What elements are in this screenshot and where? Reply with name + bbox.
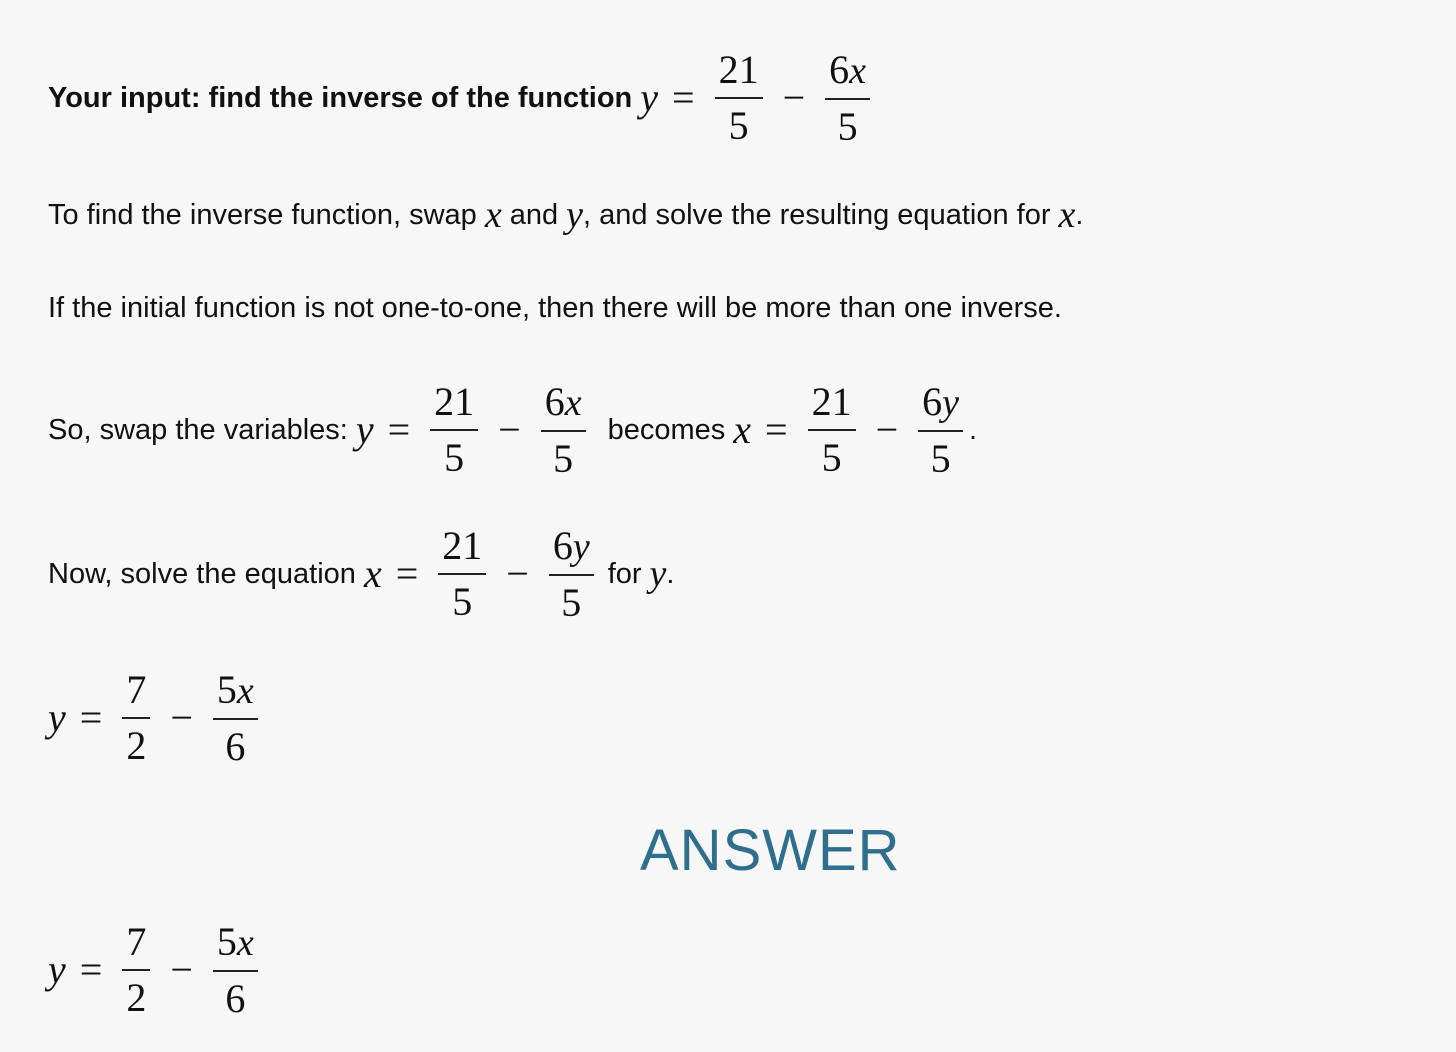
denominator: 5 (561, 579, 582, 625)
denominator: 6 (225, 975, 246, 1021)
equals-sign: = (79, 695, 103, 741)
input-fraction-a (715, 46, 763, 150)
answer-equation (48, 918, 264, 1023)
fraction (122, 918, 150, 1022)
equals-sign: = (395, 551, 419, 597)
fraction (541, 378, 586, 483)
instruction-text: To find the inverse function, swap (48, 198, 477, 231)
denominator: 2 (126, 723, 147, 769)
denominator: 5 (930, 435, 951, 481)
denominator: 5 (728, 103, 749, 149)
equals-sign: = (672, 75, 695, 121)
denominator: 2 (126, 975, 147, 1021)
equals-sign: = (387, 407, 411, 453)
numerator: 7 (126, 919, 147, 965)
numerator: 21 (718, 47, 759, 93)
lhs-var: y (48, 695, 66, 741)
solve-line (48, 522, 674, 627)
swap-variables-line (48, 378, 977, 483)
fraction (438, 522, 486, 626)
period: . (1075, 198, 1084, 231)
var-y: y (649, 553, 667, 596)
var-y: y (566, 194, 583, 236)
answer-heading: ANSWER (640, 818, 901, 883)
numerator: 7 (126, 667, 147, 713)
numerator: 6x (829, 47, 867, 92)
note-text: If the initial function is not one-to-one, then there will be more than one inverse. (48, 292, 1062, 324)
for-text: for (607, 557, 642, 590)
denominator: 5 (837, 103, 858, 149)
denominator: 5 (452, 579, 473, 625)
equals-sign: = (765, 407, 788, 453)
denominator: 5 (444, 435, 465, 481)
instruction-text: , and solve the resulting equation for (582, 198, 1051, 231)
equals-sign: = (79, 947, 103, 993)
fraction (918, 378, 963, 483)
fraction (213, 666, 258, 771)
swap-label: So, swap the variables: (48, 413, 348, 446)
result-equation (48, 666, 264, 771)
numerator: 5x (216, 667, 254, 712)
minus-sign: − (170, 947, 193, 993)
numerator: 6y (922, 379, 960, 424)
input-lhs-var: y (640, 75, 659, 121)
minus-sign: − (170, 695, 193, 741)
var-x: x (1058, 194, 1076, 236)
lhs-var: y (355, 407, 374, 453)
input-statement (48, 46, 876, 151)
swap-instruction (48, 196, 1083, 234)
becomes-text: becomes (607, 413, 726, 446)
lhs-var: x (363, 551, 382, 597)
period: . (666, 557, 675, 590)
denominator: 6 (225, 723, 246, 769)
numerator: 21 (811, 379, 852, 425)
var-x: x (484, 194, 502, 236)
denominator: 5 (821, 435, 842, 481)
fraction (808, 378, 856, 482)
denominator: 5 (553, 435, 574, 481)
fraction (213, 918, 258, 1023)
lhs-var: x (733, 407, 752, 453)
input-fraction-b (825, 46, 870, 151)
minus-sign: − (506, 551, 529, 597)
numerator: 21 (434, 379, 475, 425)
period: . (969, 413, 978, 446)
input-label: Your input: find the inverse of the function (48, 81, 633, 114)
numerator: 6y (552, 523, 590, 568)
one-to-one-note (48, 294, 1062, 323)
minus-sign: − (875, 407, 899, 453)
numerator: 21 (442, 523, 483, 569)
fraction (122, 666, 150, 770)
numerator: 5x (216, 919, 254, 964)
solve-label: Now, solve the equation (48, 557, 356, 590)
minus-sign: − (782, 75, 806, 121)
lhs-var: y (48, 947, 66, 993)
numerator: 6x (544, 379, 582, 424)
fraction (430, 378, 478, 482)
minus-sign: − (498, 407, 521, 453)
instruction-text: and (509, 198, 559, 231)
fraction (549, 522, 594, 627)
